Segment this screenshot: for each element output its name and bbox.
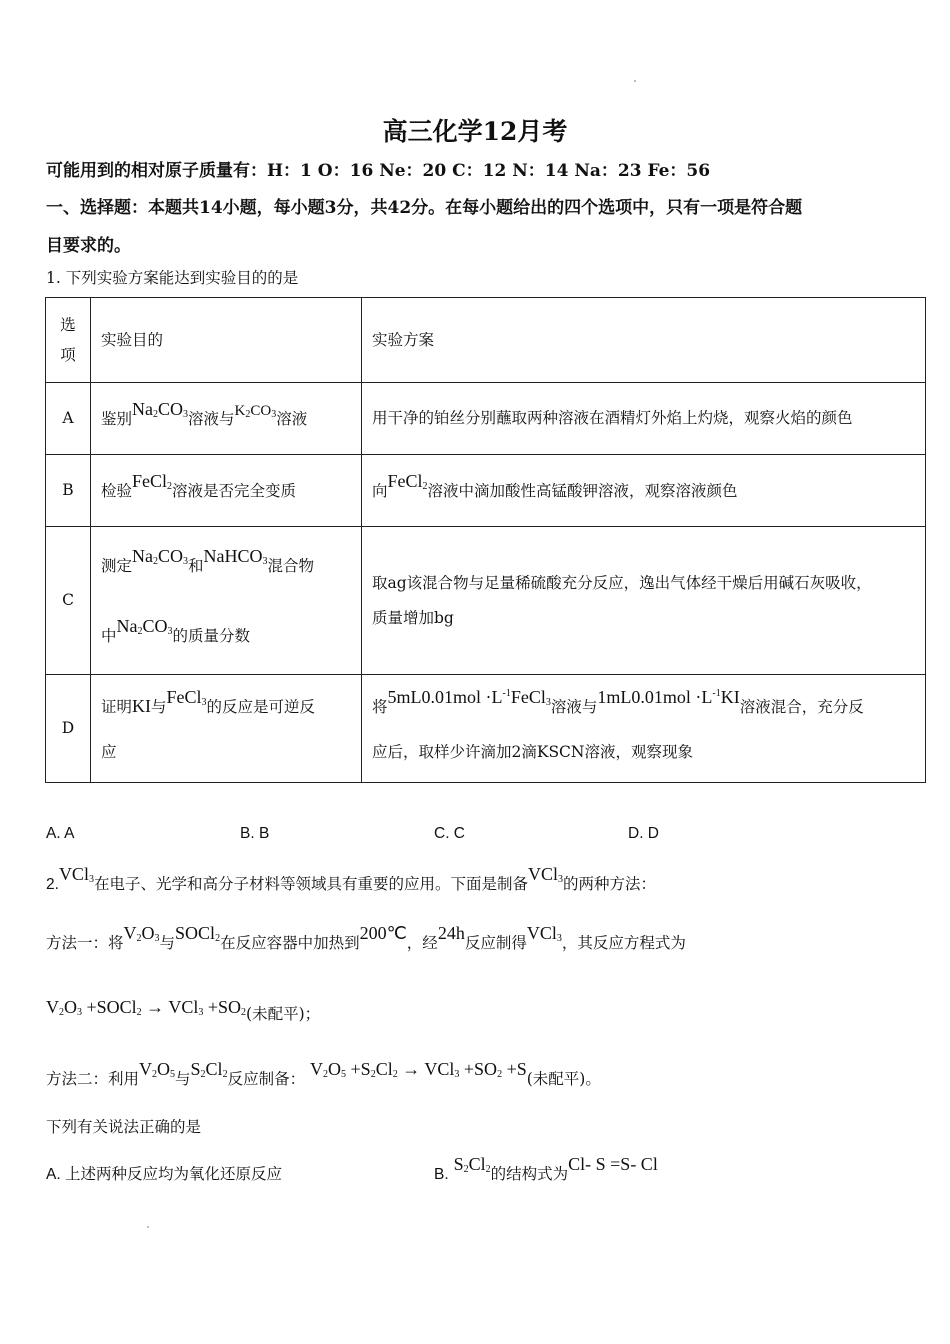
table-row-c [46, 527, 926, 675]
row-b-scheme: 向FeCl$_2$溶液中滴加酸性高锰酸钾溶液，观察溶液颜色 [362, 455, 926, 527]
table-row-d [46, 675, 926, 783]
row-c-purpose: 测定$Na_2CO_3$和NaHCO$_3$混合物 中$Na_2CO_3$的质量分数 [91, 527, 362, 675]
row-a-scheme: 用干净的铂丝分别蘸取两种溶液在酒精灯外焰上灼烧，观察火焰的颜色 [362, 383, 926, 455]
q1-stem: 1. 下列实验方案能达到实验目的的是 [46, 269, 299, 287]
q2-method-two: 方法二：利用$V_2O_5$与$S_2Cl_2$反应制备： $V_2O_5 +S_2Cl_2 \to VCl_3 +SO_2 +S$(未配平)。 [46, 1059, 601, 1088]
q2-option-a: A. 上述两种反应均为氧化还原反应 [46, 1166, 282, 1183]
row-d-scheme: 将$5mL0.01mol \cdot L^{-1}FeCl_3$溶液与$1mL0.01mol \cdot L^{-1}KI$溶液混合，充分反 应后，取样少许滴加2滴KSCN溶液，观察现象 [362, 675, 926, 783]
table-row-a [46, 383, 926, 455]
q2-option-b: B. $S_2Cl_2$的结构式为Cl- S =S- Cl [434, 1154, 658, 1183]
q1-choice-c: C. C [434, 825, 465, 842]
q1-choice-b: B. B [240, 825, 270, 842]
atomic-masses: 可能用到的相对原子质量有：H：1 O：16 Ne：20 C：12 N：14 Na：23 Fe：56 [46, 161, 711, 181]
decor-dot [634, 80, 636, 82]
q1-table [45, 297, 926, 783]
row-d-purpose: 证明KI与FeCl$_3$的反应是可逆反 应 [91, 675, 362, 783]
q2-equation-one: $V_2O_3$ +SOCl$_2$ → $VCl_3 +SO_2$(未配平)； [46, 997, 321, 1023]
page-title: 高三化学12月考 [382, 117, 568, 146]
header-option: 选 项 [46, 298, 91, 383]
q1-choice-d: D. D [628, 825, 659, 842]
row-c-scheme: 取ag该混合物与足量稀硫酸充分反应，逸出气体经干燥后用碱石灰吸收， 质量增加bg [362, 527, 926, 675]
table-header-row [46, 298, 926, 383]
q2-ask: 下列有关说法正确的是 [46, 1118, 202, 1136]
row-a-purpose: 鉴别$Na_2CO_3$溶液与$K_2CO_3$溶液 [91, 383, 362, 455]
table-row-b [46, 455, 926, 527]
row-label: D [46, 675, 91, 783]
header-scheme: 实验方案 [362, 298, 926, 383]
row-b-purpose: 检验FeCl$_2$溶液是否完全变质 [91, 455, 362, 527]
decor-dot [147, 1226, 149, 1228]
row-label: B [46, 455, 91, 527]
q2-method-one: 方法一：将$V_2O_3$与SOCl$_2$在反应容器中加热到200℃，经24h反应制得VCl$_3$，其反应方程式为 [46, 923, 686, 952]
row-label: C [46, 527, 91, 675]
q2-stem: 2.VCl$_3$在电子、光学和高分子材料等领域具有重要的应用。下面是制备VCl$_3$的两种方法： [46, 864, 656, 893]
header-purpose: 实验目的 [91, 298, 362, 383]
section-heading-line2: 目要求的。 [46, 236, 131, 256]
section-heading-line1: 一、选择题：本题共14小题，每小题3分，共42分。在每小题给出的四个选项中，只有一项是符合题 [46, 198, 803, 218]
row-label: A [46, 383, 91, 455]
q1-choice-a: A. A [46, 825, 75, 842]
